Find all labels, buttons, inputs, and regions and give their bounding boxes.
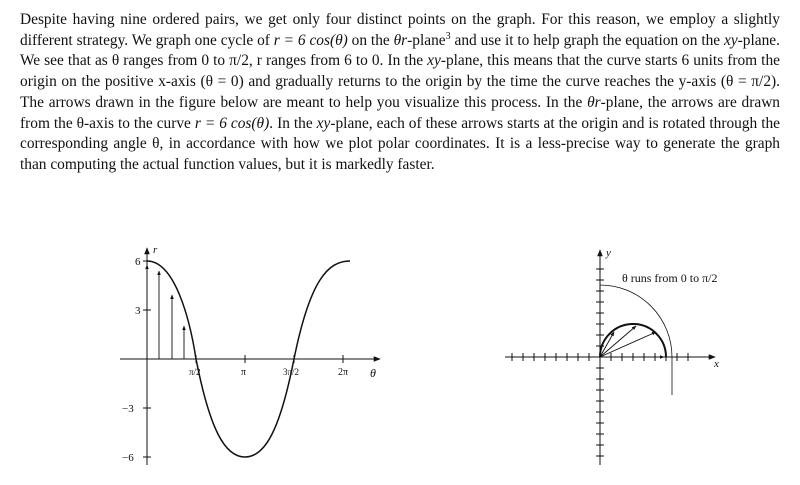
xy-plane-figure [500, 245, 740, 475]
x-tick-2pi: 2π [338, 367, 349, 378]
theta-r-plane-figure [100, 240, 400, 470]
x-tick-pi-over-2: π/2 [189, 367, 201, 377]
y-tick-neg3: −3 [122, 403, 134, 415]
theta-r-arrows [147, 265, 184, 359]
x-axis-label: x [714, 358, 719, 370]
footnote-marker[interactable]: 3 [445, 30, 451, 42]
theta-annotation: θ runs from 0 to π/2 [622, 271, 718, 285]
equation-inline: r = 6 cos(θ) [194, 114, 270, 132]
y-tick-3: 3 [135, 305, 141, 317]
equation-inline: r = 6 cos(θ) [273, 31, 348, 49]
x-tick-pi: π [241, 367, 247, 378]
x-tick-3pi-over-2: 3π/2 [283, 367, 300, 377]
arrow-xy-2 [600, 326, 636, 357]
y-tick-neg6: −6 [122, 452, 134, 464]
y-tick-6: 6 [135, 256, 141, 268]
body-paragraph: Despite having nine ordered pairs, we get only four distinct points on the graph. For this reason, we employ a slightly different strategy. We graph one cycle of r = 6 cos(θ) on the θr-plane$^3$ and use it to help graph the equation on the xy-plane. We see that as θ ranges from 0 to π/2, r ranges from 6 to 0. In the xy-plane, this means that the curve starts 6 units from the origin on the positive x-axis (θ = 0) and gradually returns to the origin by the time the curve reaches the y-axis (θ = π/2). The arrows drawn in the figure below are meant to help you visualize this process. In the θr-plane, the arrows are drawn from the θ-axis to the curve r = 6 cos(θ). In the xy-plane, each of these arrows starts at the origin and is rotated through the corresponding angle θ, in accordance with how we plot polar coordinates. It is a less-precise way to generate the graph than computing the actual function values, but it is markedly faster. [20, 11, 781, 173]
theta-axis-label: θ [370, 366, 376, 380]
y-axis-label: y [606, 247, 611, 259]
r-axis-label: r [153, 244, 158, 256]
